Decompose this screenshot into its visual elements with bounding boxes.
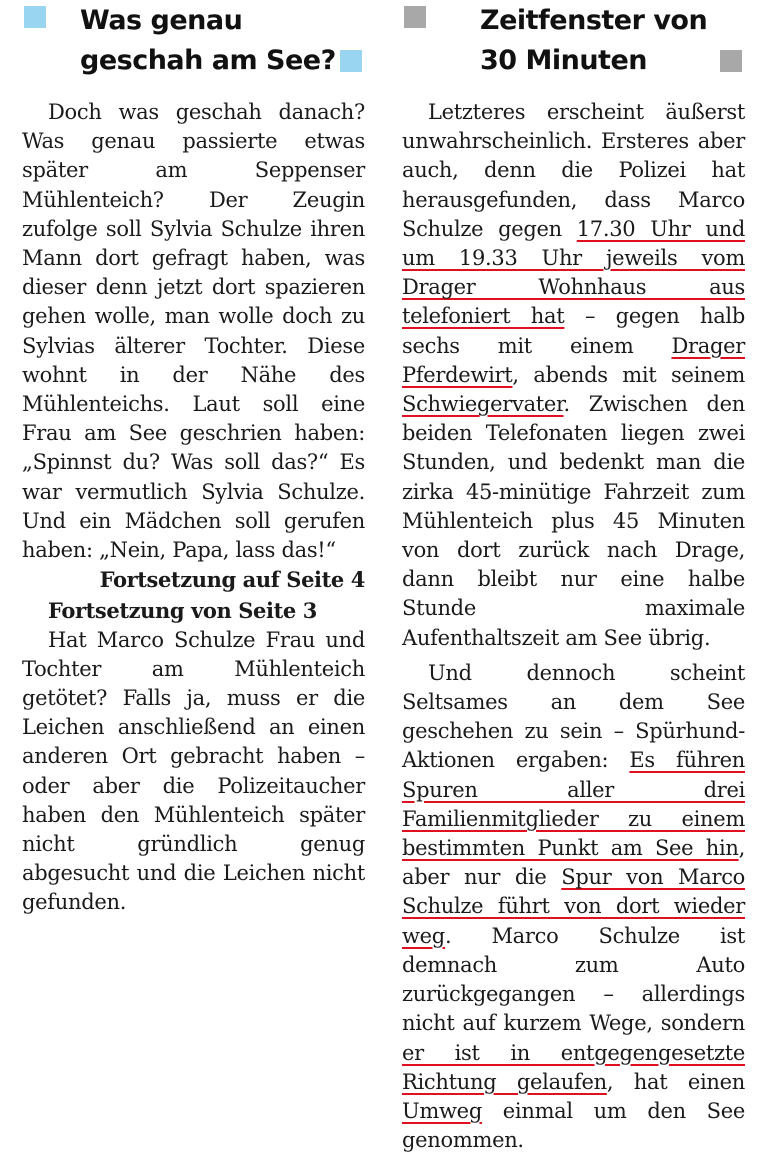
blue-square-marker-bottom	[340, 50, 362, 72]
text-run: Letzteres erscheint äußerst unwahrscheinlich. Ersteres aber auch, denn die Polizei hat herausgefunden, dass Marco Schulze gegen	[402, 100, 745, 241]
gray-square-marker-top	[404, 6, 426, 28]
underlined-schwiegervater: Schwiegervater	[402, 392, 564, 417]
right-paragraph-1	[402, 98, 745, 653]
underlined-phone-times: 17.30 Uhr und um 19.33 Uhr jeweils vom Drager Wohnhaus aus telefoniert hat	[402, 216, 745, 329]
text-run: , abends mit seinem	[512, 362, 745, 387]
underlined-umweg: Umweg	[402, 1098, 482, 1123]
text-run: , aber nur die	[402, 836, 745, 890]
text-run: – gegen halb sechs mit einem	[402, 304, 745, 358]
continued-to-note: Fortsetzung auf Seite 4	[99, 567, 365, 593]
left-heading-line2: geschah am See?	[80, 45, 336, 76]
left-paragraph-1: Doch was geschah danach? Was genau passierte etwas später am Seppenser Mühlenteich? Der Zeugin zufolge soll Sylvia Schulze ihren Mann dort gefragt haben, was dieser denn jetzt dort spazieren gehen wolle, man wolle doch zu Sylvias älterer Tochter. Diese wohnt in der Nähe des Mühlenteichs. Laut soll eine Frau am See geschrien haben: „Spinnst du? Was soll das?“ Es war vermutlich Sylvia Schulze. Und ein Mädchen soll gerufen haben: „Nein, Papa, lass das!“	[22, 100, 365, 563]
continued-from-note: Fortsetzung von Seite 3	[48, 598, 317, 624]
text-run: , hat einen	[606, 1069, 745, 1094]
left-heading-line1: Was genau	[80, 5, 243, 36]
left-paragraph-2: Hat Marco Schulze Frau und Tochter am Mühlenteich getötet? Falls ja, muss er die Leichen anschließend an einen anderen Ort gebracht haben – oder aber die Polizeitaucher haben den Mühlenteich später nicht gründlich genug abgesucht und die Leichen nicht gefunden.	[22, 627, 365, 915]
text-run: . Zwischen den beiden Telefonaten liegen zwei Stunden, und bedenkt man die zirka 45-minütige Fahrzeit zum Mühlenteich plus 45 Minuten von dort zurück nach Drage, dann bleibt nur eine halbe Stunde maximale Aufenthaltszeit am See übrig.	[402, 392, 745, 650]
underlined-spur-marco: Spur von Marco Schulze führt von dort wieder weg	[402, 865, 745, 948]
text-run: einmal um den See genommen.	[402, 1098, 745, 1153]
text-run: . Marco Schulze ist demnach zum Auto zurückgegangen – allerdings nicht auf kurzem Wege, sondern	[402, 923, 745, 1036]
left-article-body	[22, 98, 365, 918]
right-article-body	[402, 98, 745, 1155]
blue-square-marker-top	[24, 6, 46, 28]
underlined-pferdewirt: Drager Pferdewirt	[402, 333, 745, 387]
right-heading-line1: Zeitfenster von	[480, 5, 708, 36]
underlined-spuren-aller: Es führen Spuren aller drei Familienmitglieder zu einem bestimmten Punkt am See hin	[402, 748, 745, 861]
right-paragraph-2	[402, 659, 745, 1155]
right-heading-line2: 30 Minuten	[480, 45, 647, 76]
text-run: Und dennoch scheint Seltsames an dem See geschehen zu sein – Spürhund-Aktionen ergaben:	[402, 660, 745, 773]
underlined-gegenrichtung: er ist in entgegengesetzte Richtung gelaufen	[402, 1040, 745, 1094]
gray-square-marker-bottom	[720, 50, 742, 72]
